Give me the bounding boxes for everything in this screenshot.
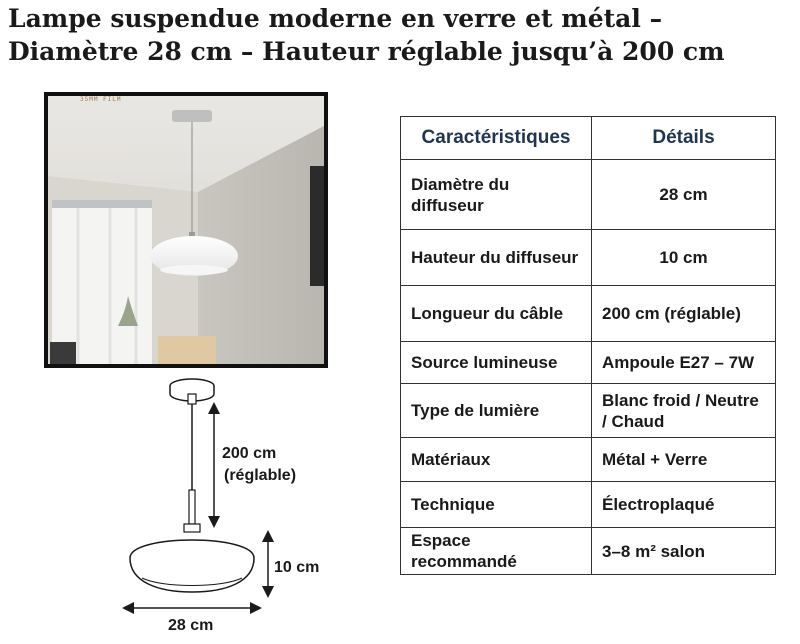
row-label: Hauteur du diffuseur xyxy=(401,230,592,286)
row-value: Ampoule E27 – 7W xyxy=(592,342,776,384)
header-details: Détails xyxy=(592,117,776,160)
table-row xyxy=(401,230,776,286)
row-value: Électroplaqué xyxy=(592,482,776,528)
row-label: Source lumineuse xyxy=(401,342,592,384)
row-label: Longueur du câble xyxy=(401,286,592,342)
table-row xyxy=(401,482,776,528)
row-label: Diamètre du diffuseur xyxy=(401,160,592,230)
row-value: 28 cm xyxy=(592,160,776,230)
row-value: 200 cm (réglable) xyxy=(592,286,776,342)
shade-height-label: 10 cm xyxy=(274,559,320,576)
row-value: Blanc froid / Neutre / Chaud xyxy=(592,384,776,438)
lamp-socket xyxy=(184,524,200,532)
row-label: Matériaux xyxy=(401,438,592,482)
product-photo xyxy=(44,92,328,368)
shade-diameter-label: 28 cm xyxy=(168,617,214,634)
cable-rod xyxy=(189,490,195,524)
film-label: 35MM FILM xyxy=(80,96,122,103)
dimension-diagram xyxy=(110,372,340,644)
table-row xyxy=(401,438,776,482)
row-label: Type de lumière xyxy=(401,384,592,438)
row-value: 10 cm xyxy=(592,230,776,286)
room-scene-image xyxy=(48,96,324,364)
spec-table xyxy=(400,116,776,575)
row-label: Technique xyxy=(401,482,592,528)
row-value: 3–8 m² salon xyxy=(592,528,776,575)
header-characteristics: Caractéristiques xyxy=(401,117,592,160)
lamp-shade xyxy=(130,540,254,592)
cable-length-label: 200 cm xyxy=(222,445,277,462)
table-row xyxy=(401,286,776,342)
table-row xyxy=(401,528,776,575)
table-row xyxy=(401,342,776,384)
table-row xyxy=(401,160,776,230)
page-title: Lampe suspendue moderne en verre et métal – Diamètre 28 cm – Hauteur réglable jusqu’à 200 cm xyxy=(8,4,725,66)
table-row xyxy=(401,384,776,438)
row-value: Métal + Verre xyxy=(592,438,776,482)
table-header-row xyxy=(401,117,776,160)
cable-top-sleeve xyxy=(188,394,196,404)
row-label: Espace recommandé xyxy=(401,528,592,575)
cable-note-label: (réglable) xyxy=(224,467,297,484)
